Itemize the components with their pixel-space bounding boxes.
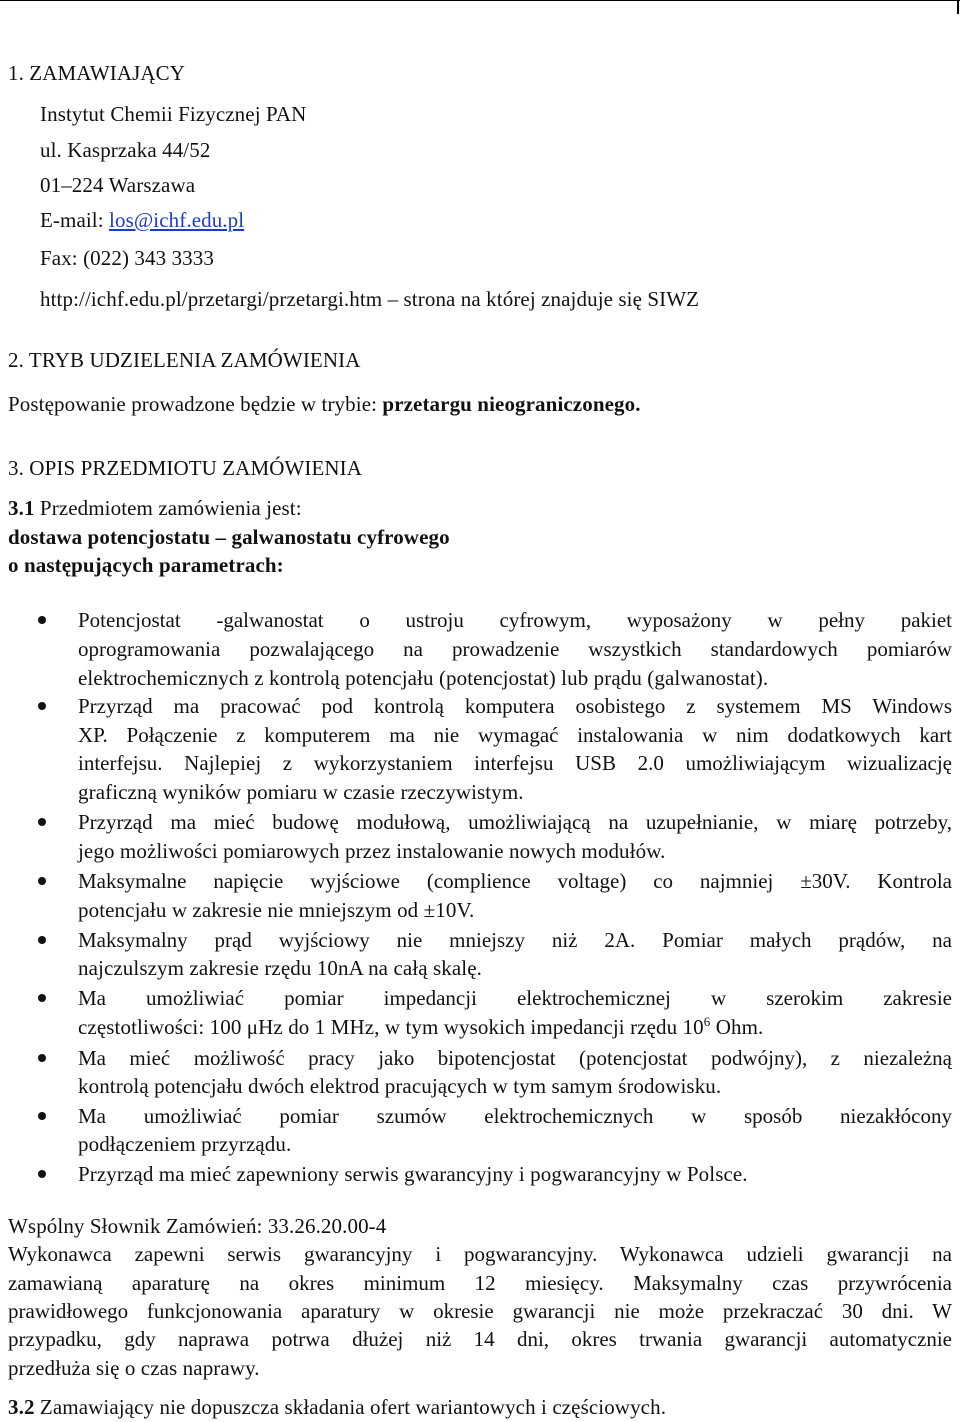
bullet-6-line-2 [78,1014,763,1041]
email-line [40,207,244,234]
bullet-8-line-2: podłączeniem przyrządu. [78,1132,292,1156]
bullet-4-line-1: Maksymalne napięcie wyjściowe (complience voltage) co najmniej ±30V. Kontrola [78,869,952,893]
bullet-2-line-1: Przyrząd ma pracować pod kontrolą komputera osobistego z systemem MS Windows [78,694,952,718]
procedure-text: Postępowanie prowadzone będzie w trybie: [8,392,378,416]
subsection-3-1 [8,495,302,522]
subsection-3-2-number: 3.2 [8,1395,35,1419]
exponent: 6 [703,1014,711,1029]
bullet-3-line-2: jego możliwości pomiarowych przez instalowanie nowych modułów. [78,839,666,863]
bullet-4-line-2: potencjału w zakresie nie mniejszym od ±10V. [78,898,475,922]
subsection-text: Przedmiotem zamówienia jest: [39,496,302,520]
corner-mark [957,0,959,14]
bullet-1-line-3: elektrochemicznych z kontrolą potencjału (potencjostat) lub prądu (galwanostat). [78,666,769,690]
warranty-line-4: przypadku, gdy naprawa potrwa dłużej niż 14 dni, okres trwania gwarancji automatycznie [8,1327,952,1351]
bullet-6-line-1: Ma umożliwiać pomiar impedancji elektrochemicznej w szerokim zakresie [78,986,952,1010]
bullet-2-line-3: interfejsu. Najlepiej z wykorzystaniem interfejsu USB 2.0 umożliwiającym wizualizację [78,751,952,775]
bullet-3-line-1: Przyrząd ma mieć budowę modułową, umożliwiającą na uzupełnianie, w miarę potrzeby, [78,810,952,834]
bullet-2-line-2: XP. Połączenie z komputerem ma nie wymagać instalowania w nim dodatkowych kart [78,723,952,747]
bullet-dot [38,1112,46,1120]
bullet-9-line-1: Przyrząd ma mieć zapewniony serwis gwarancyjny i pogwarancyjny w Polsce. [78,1162,748,1186]
procedure-mode: przetargu nieograniczonego. [382,392,641,416]
cpv-code: Wspólny Słownik Zamówień: 33.26.20.00-4 [8,1214,387,1238]
bullet-dot [38,994,46,1002]
bullet-7-line-2: kontrolą potencjału dwóch elektrod pracujących w tym samym środowisku. [78,1074,722,1098]
section2-heading: 2. TRYB UDZIELENIA ZAMÓWIENIA [8,348,361,372]
bullet-dot [38,702,46,710]
bullet-5-line-1: Maksymalny prąd wyjściowy nie mniejszy niż 2A. Pomiar małych prądów, na [78,928,952,952]
bullet-6-line-2-text: częstotliwości: 100 μHz do 1 MHz, w tym wysokich impedancji rzędu 10 [78,1015,704,1039]
email-label: E-mail: [40,208,104,232]
procedure-line [8,391,641,418]
section1-heading: 1. ZAMAWIAJĄCY [8,61,186,85]
street-address: ul. Kasprzaka 44/52 [40,138,211,162]
email-link[interactable]: los@ichf.edu.pl [109,208,245,232]
top-rule [0,0,960,5]
bullet-dot [38,1054,46,1062]
bullet-2-line-4: graficzną wyników pomiaru w czasie rzeczywistym. [78,780,524,804]
bullet-7-line-1: Ma mieć możliwość pracy jako bipotencjostat (potencjostat podwójny), z niezależną [78,1046,952,1070]
bullet-1-line-1: Potencjostat -galwanostat o ustroju cyfrowym, wyposażony w pełny pakiet [78,608,952,632]
bullet-dot [38,818,46,826]
fax-line: Fax: (022) 343 3333 [40,246,214,270]
bullet-dot [38,877,46,885]
bullet-dot [38,1170,46,1178]
warranty-line-1: Wykonawca zapewni serwis gwarancyjny i pogwarancyjny. Wykonawca udzieli gwarancji na [8,1242,952,1266]
bullet-8-line-1: Ma umożliwiać pomiar szumów elektrochemicznych w sposób niezakłócony [78,1104,952,1128]
subject-line-1: dostawa potencjostatu – galwanostatu cyfrowego [8,525,450,549]
subject-line-2: o następujących parametrach: [8,553,284,577]
subsection-number: 3.1 [8,496,35,520]
website-line: http://ichf.edu.pl/przetargi/przetargi.htm – strona na której znajduje się SIWZ [40,287,700,311]
warranty-line-3: prawidłowego funkcjonowania aparatury w okresie gwarancji nie może przekraczać 30 dni. W [8,1299,952,1323]
city-address: 01–224 Warszawa [40,173,196,197]
bullet-5-line-2: najczulszym zakresie rzędu 10nA na całą skalę. [78,956,482,980]
institution-name: Instytut Chemii Fizycznej PAN [40,102,307,126]
subsection-3-2-text: Zamawiający nie dopuszcza składania ofert wariantowych i częściowych. [39,1395,667,1419]
bullet-dot [38,936,46,944]
bullet-dot [38,616,46,624]
warranty-line-2: zamawianą aparaturę na okres minimum 12 miesięcy. Maksymalny czas przywrócenia [8,1271,952,1295]
bullet-1-line-2: oprogramowania pozwalającego na prowadzenie wszystkich standardowych pomiarów [78,637,952,661]
section3-heading: 3. OPIS PRZEDMIOTU ZAMÓWIENIA [8,456,363,480]
bullet-6-unit: Ohm. [710,1015,764,1039]
subsection-3-2 [8,1394,666,1421]
warranty-line-5: przedłuża się o czas naprawy. [8,1356,260,1380]
